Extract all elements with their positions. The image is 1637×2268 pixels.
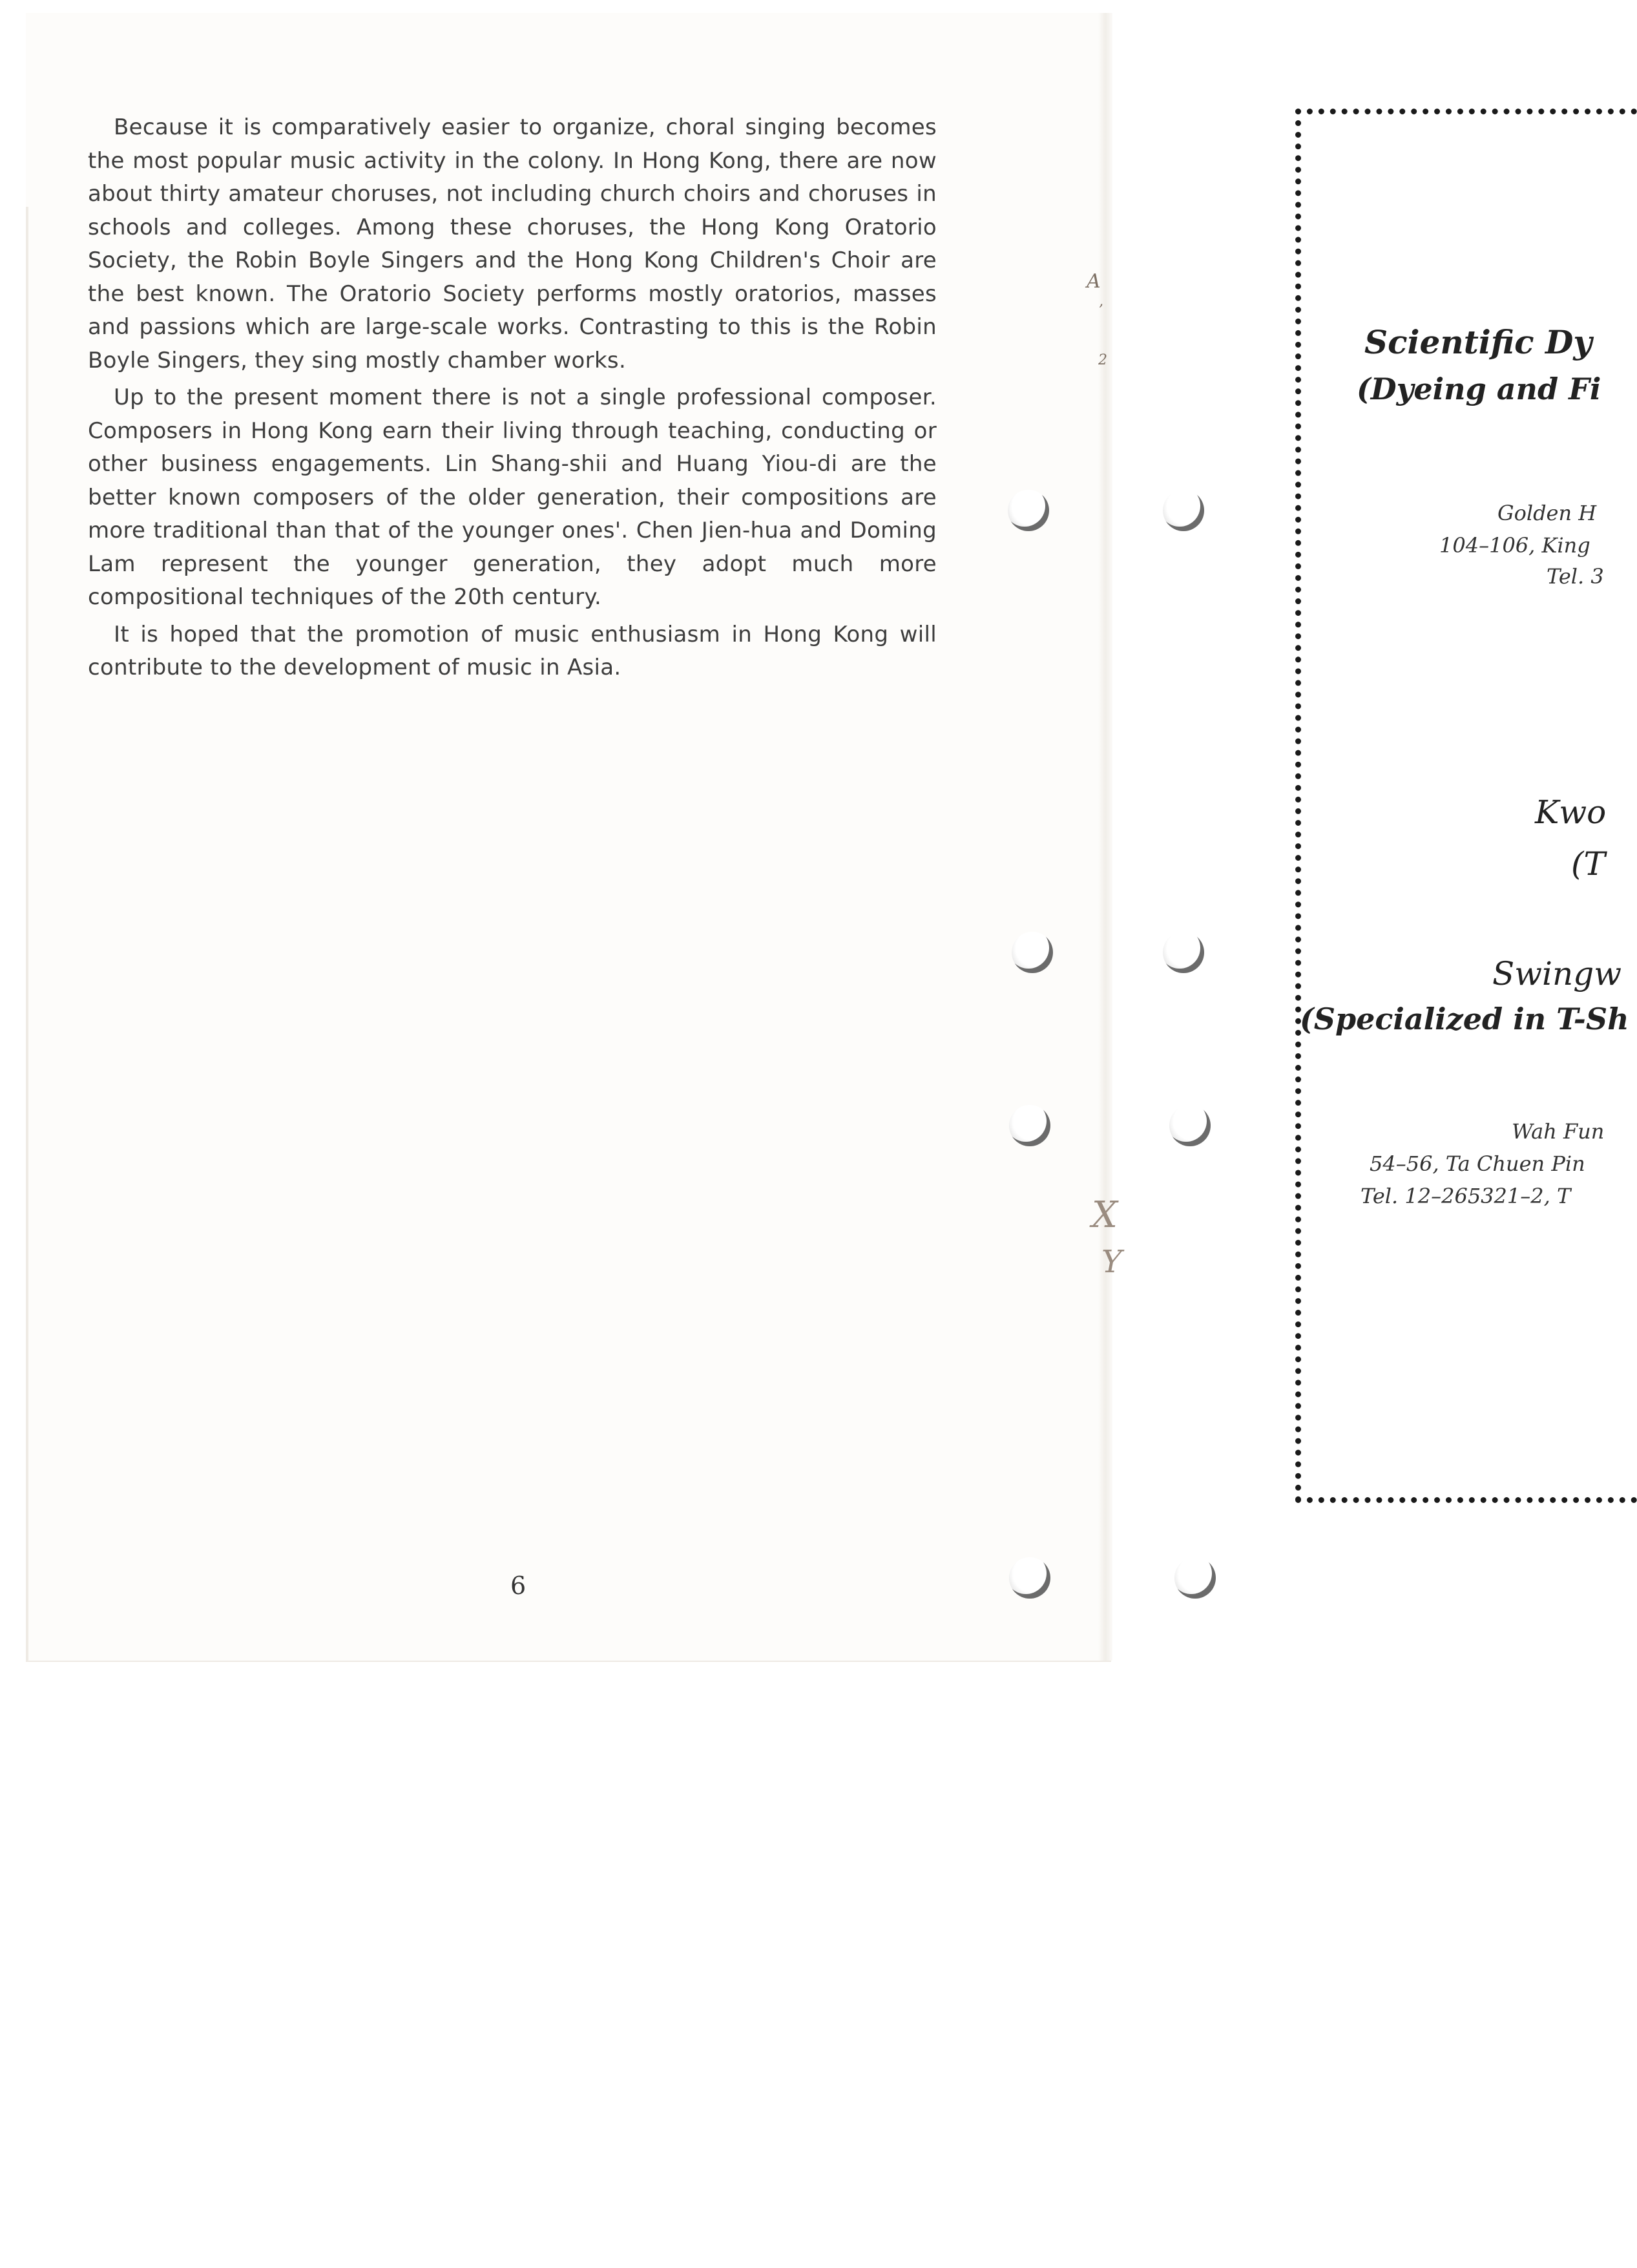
ad3-subtitle: (Specialized in T-Sh [1300, 1002, 1629, 1036]
advertisement [1298, 110, 1629, 1499]
ad3-line1: Wah Fun [1512, 1119, 1605, 1144]
punch-hole [1163, 932, 1204, 973]
paragraph-1: Because it is comparatively easier to organize, choral singing becomes the most popular music activity in the colony. In Hong Kong, there are now about thirty amateur choruses, not including church choirs and choruses in schools and colleges. Among these choruses, the Hong Kong Oratorio Society, the Robin Boyle Singers and the Hong Kong Children's Choir are the best known. The Oratorio Society performs mostly oratorios, masses and passions which are large-scale works. Contrasting to this is the Robin Boyle Singers, they sing mostly chamber works. [88, 114, 937, 373]
margin-mark-c: 2 [1098, 352, 1107, 368]
ad1-title: Scientific Dy [1364, 323, 1592, 361]
punch-hole [1169, 1105, 1211, 1146]
ad1-line1: Golden H [1497, 501, 1597, 525]
margin-mark-x: X [1092, 1194, 1118, 1236]
ad1-line2: 104–106, King [1439, 533, 1590, 558]
punch-hole [1009, 1105, 1050, 1146]
margin-mark-b: ʼ [1098, 302, 1103, 319]
punch-hole [1174, 1557, 1216, 1599]
paragraph-2: Up to the present moment there is not a single professional composer. Composers in Hong Kong earn their living through teaching, conducting or other business engagements. Lin Shang-shii and Huang Yiou-di are the better known composers of the older generation, their compositions are more traditional than that of the younger ones'. Chen Jien-hua and Doming Lam represent the younger generation, they adopt much more compositional techniques of the 20th century. [88, 384, 937, 610]
ad2-title: Kwo [1535, 793, 1607, 831]
punch-hole [1008, 490, 1049, 531]
page-gutter [1098, 13, 1112, 1661]
punch-hole [1009, 1557, 1050, 1599]
ad3-line3: Tel. 12–265321–2, T [1361, 1184, 1571, 1208]
punch-hole [1163, 490, 1204, 531]
margin-mark-a: A [1087, 270, 1101, 293]
ad3-line2: 54–56, Ta Chuen Pin [1370, 1151, 1585, 1176]
ad1-subtitle: (Dyeing and Fi [1357, 372, 1601, 406]
margin-mark-y: Y [1101, 1244, 1122, 1280]
punch-hole [1012, 932, 1053, 973]
body-text [88, 111, 937, 689]
ad2-subtitle: (T [1571, 845, 1605, 883]
ad1-line3: Tel. 3 [1547, 564, 1604, 589]
page-number: 6 [510, 1571, 527, 1600]
ad3-title: Swingw [1492, 955, 1622, 992]
paragraph-3: It is hoped that the promotion of music enthusiasm in Hong Kong will contribute to the development of music in Asia. [88, 621, 937, 680]
